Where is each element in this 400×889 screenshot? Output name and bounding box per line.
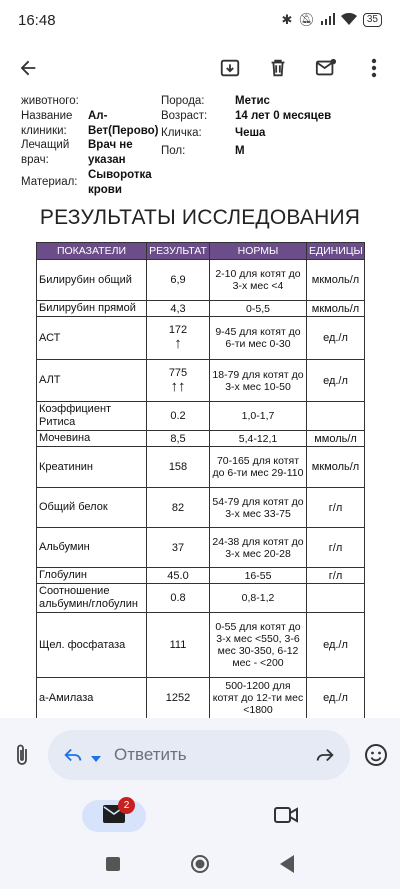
row-unit: ед./л — [307, 360, 365, 402]
row-value: 0.2 — [147, 402, 210, 431]
battery-indicator: 35 — [363, 13, 382, 27]
mail-tab[interactable] — [82, 800, 146, 832]
row-name: Глобулин — [37, 568, 147, 584]
row-norm: 5,4-12,1 — [210, 431, 307, 447]
mark-unread-icon[interactable] — [312, 54, 340, 82]
material-label: Материал: — [21, 176, 78, 188]
reply-bar — [0, 718, 400, 792]
row-name: Билирубин общий — [37, 260, 147, 301]
breed-label: Порода: — [161, 95, 205, 107]
recents-icon[interactable] — [106, 857, 120, 876]
material-value — [88, 168, 152, 198]
results-table — [36, 242, 365, 718]
row-value-cell — [147, 360, 210, 402]
row-unit: ед./л — [307, 678, 365, 719]
clinic-value-line-1: Ал- — [88, 110, 108, 122]
more-vert-icon[interactable] — [360, 54, 388, 82]
row-name: АЛТ — [37, 360, 147, 402]
forward-icon[interactable] — [314, 744, 336, 771]
row-norm: 1,0-1,7 — [210, 402, 307, 431]
table-row — [37, 528, 365, 568]
row-value: 4,3 — [147, 301, 210, 317]
pet-name-label: Кличка: — [161, 127, 202, 139]
header-indicator: ПОКАЗАТЕЛИ — [37, 243, 147, 260]
row-norm: 2-10 для котят до 3-х мес <4 — [210, 260, 307, 301]
row-value: 8,5 — [147, 431, 210, 447]
row-value: 45.0 — [147, 568, 210, 584]
message-toolbar — [0, 44, 400, 92]
status-icons — [281, 12, 382, 28]
doctor-label — [21, 138, 69, 168]
chevron-down-icon[interactable] — [91, 750, 101, 768]
table-row — [37, 431, 365, 447]
row-value: 37 — [147, 528, 210, 568]
archive-icon[interactable] — [216, 54, 244, 82]
doctor-value-line-1: Врач не — [88, 139, 133, 151]
table-row — [37, 402, 365, 431]
mail-badge: 2 — [118, 797, 135, 814]
row-value: 1252 — [147, 678, 210, 719]
clinic-value-line-2: Вет(Перово) — [88, 125, 159, 137]
row-norm: 18-79 для котят до 3-х мес 10-50 — [210, 360, 307, 402]
clinic-value — [88, 109, 159, 139]
sex-value: М — [235, 145, 245, 157]
row-norm: 16-55 — [210, 568, 307, 584]
results-title: РЕЗУЛЬТАТЫ ИССЛЕДОВАНИЯ — [39, 206, 361, 229]
row-unit: ммоль/л — [307, 431, 365, 447]
back-arrow-icon[interactable] — [14, 54, 42, 82]
pet-name-value: Чеша — [235, 127, 266, 139]
row-unit: ед./л — [307, 317, 365, 360]
very-high-arrow-icon: ↑↑ — [170, 377, 186, 395]
row-name: Коэффициент Ритиса — [37, 402, 147, 431]
table-row — [37, 488, 365, 528]
row-norm: 0-5,5 — [210, 301, 307, 317]
doctor-value — [88, 138, 133, 168]
mute-icon: 🔕︎ — [298, 12, 315, 27]
row-value: 172 — [168, 324, 188, 336]
row-unit: г/л — [307, 568, 365, 584]
table-row — [37, 584, 365, 613]
results-header-row — [37, 243, 365, 260]
back-icon[interactable] — [280, 855, 294, 878]
row-unit: г/л — [307, 528, 365, 568]
row-unit: мкмоль/л — [307, 260, 365, 301]
table-row — [37, 447, 365, 488]
row-unit — [307, 584, 365, 613]
table-row — [37, 613, 365, 678]
reply-input[interactable] — [48, 730, 350, 780]
doctor-value-line-2: указан — [88, 154, 126, 166]
row-name: АСТ — [37, 317, 147, 360]
status-bar — [0, 0, 400, 40]
row-name: Соотношение альбумин/глобулин — [37, 584, 147, 613]
row-value: 775 — [168, 366, 188, 379]
home-icon[interactable] — [190, 854, 210, 879]
doctor-label-line-1: Лечащий — [21, 139, 70, 151]
row-norm: 500-1200 для котят до 12-ти мес <1800 — [210, 678, 307, 719]
row-name: Креатинин — [37, 447, 147, 488]
row-name: Общий белок — [37, 488, 147, 528]
row-unit: ед./л — [307, 613, 365, 678]
clinic-label-line-2: клиники: — [21, 125, 67, 137]
bluetooth-icon: ✱ — [281, 12, 293, 27]
age-value: 14 лет 0 месяцев — [235, 110, 332, 122]
row-norm: 9-45 для котят до 6-ти мес 0-30 — [210, 317, 307, 360]
row-norm: 0,8-1,2 — [210, 584, 307, 613]
row-name: Мочевина — [37, 431, 147, 447]
header-result: РЕЗУЛЬТАТ — [147, 243, 210, 260]
age-label: Возраст: — [161, 110, 208, 122]
row-norm: 24-38 для котят до 3-х мес 20-28 — [210, 528, 307, 568]
table-row — [37, 260, 365, 301]
high-arrow-icon: ↑ — [174, 335, 182, 352]
row-value: 6,9 — [147, 260, 210, 301]
material-value-line-2: крови — [88, 184, 122, 196]
row-unit: мкмоль/л — [307, 447, 365, 488]
signal-icon — [321, 13, 335, 28]
row-name: а-Амилаза — [37, 678, 147, 719]
header-norms: НОРМЫ — [210, 243, 307, 260]
row-unit — [307, 402, 365, 431]
table-row — [37, 301, 365, 317]
attachment-icon[interactable] — [12, 743, 32, 772]
row-unit: мкмоль/л — [307, 301, 365, 317]
doctor-label-line-2: врач: — [21, 154, 49, 166]
row-name: Альбумин — [37, 528, 147, 568]
row-name: Билирубин прямой — [37, 301, 147, 317]
row-norm: 54-79 для котят до 3-х мес 33-75 — [210, 488, 307, 528]
table-row — [37, 317, 365, 360]
breed-value: Метис — [235, 95, 270, 107]
row-value: 82 — [147, 488, 210, 528]
row-norm: 70-165 для котят до 6-ти мес 29-110 — [210, 447, 307, 488]
row-value: 158 — [147, 447, 210, 488]
system-nav — [0, 842, 400, 889]
row-unit: г/л — [307, 488, 365, 528]
reply-icon[interactable] — [62, 744, 84, 771]
wifi-icon — [341, 13, 357, 28]
header-units: ЕДИНИЦЫ — [307, 243, 365, 260]
bottom-nav — [0, 792, 400, 842]
table-row — [37, 678, 365, 719]
emoji-icon[interactable] — [364, 743, 388, 772]
table-row — [37, 360, 365, 402]
material-value-line-1: Сыворотка — [88, 169, 152, 181]
row-name: Щел. фосфатаза — [37, 613, 147, 678]
row-value-cell — [147, 317, 210, 360]
animal-label: животного: — [21, 95, 79, 107]
table-row — [37, 568, 365, 584]
row-norm: 0-55 для котят до 3-х мес <550, 3-6 мес 30-350, 6-12 мес - <200 — [210, 613, 307, 678]
row-value: 111 — [147, 613, 210, 678]
reply-placeholder: Ответить — [114, 745, 187, 764]
clinic-label — [21, 109, 72, 139]
delete-icon[interactable] — [264, 54, 292, 82]
status-time: 16:48 — [18, 11, 56, 29]
row-value: 0.8 — [147, 584, 210, 613]
attachment-document — [0, 92, 400, 718]
clinic-label-line-1: Название — [21, 110, 73, 122]
sex-label: Пол: — [161, 145, 186, 157]
video-icon[interactable] — [274, 806, 298, 829]
